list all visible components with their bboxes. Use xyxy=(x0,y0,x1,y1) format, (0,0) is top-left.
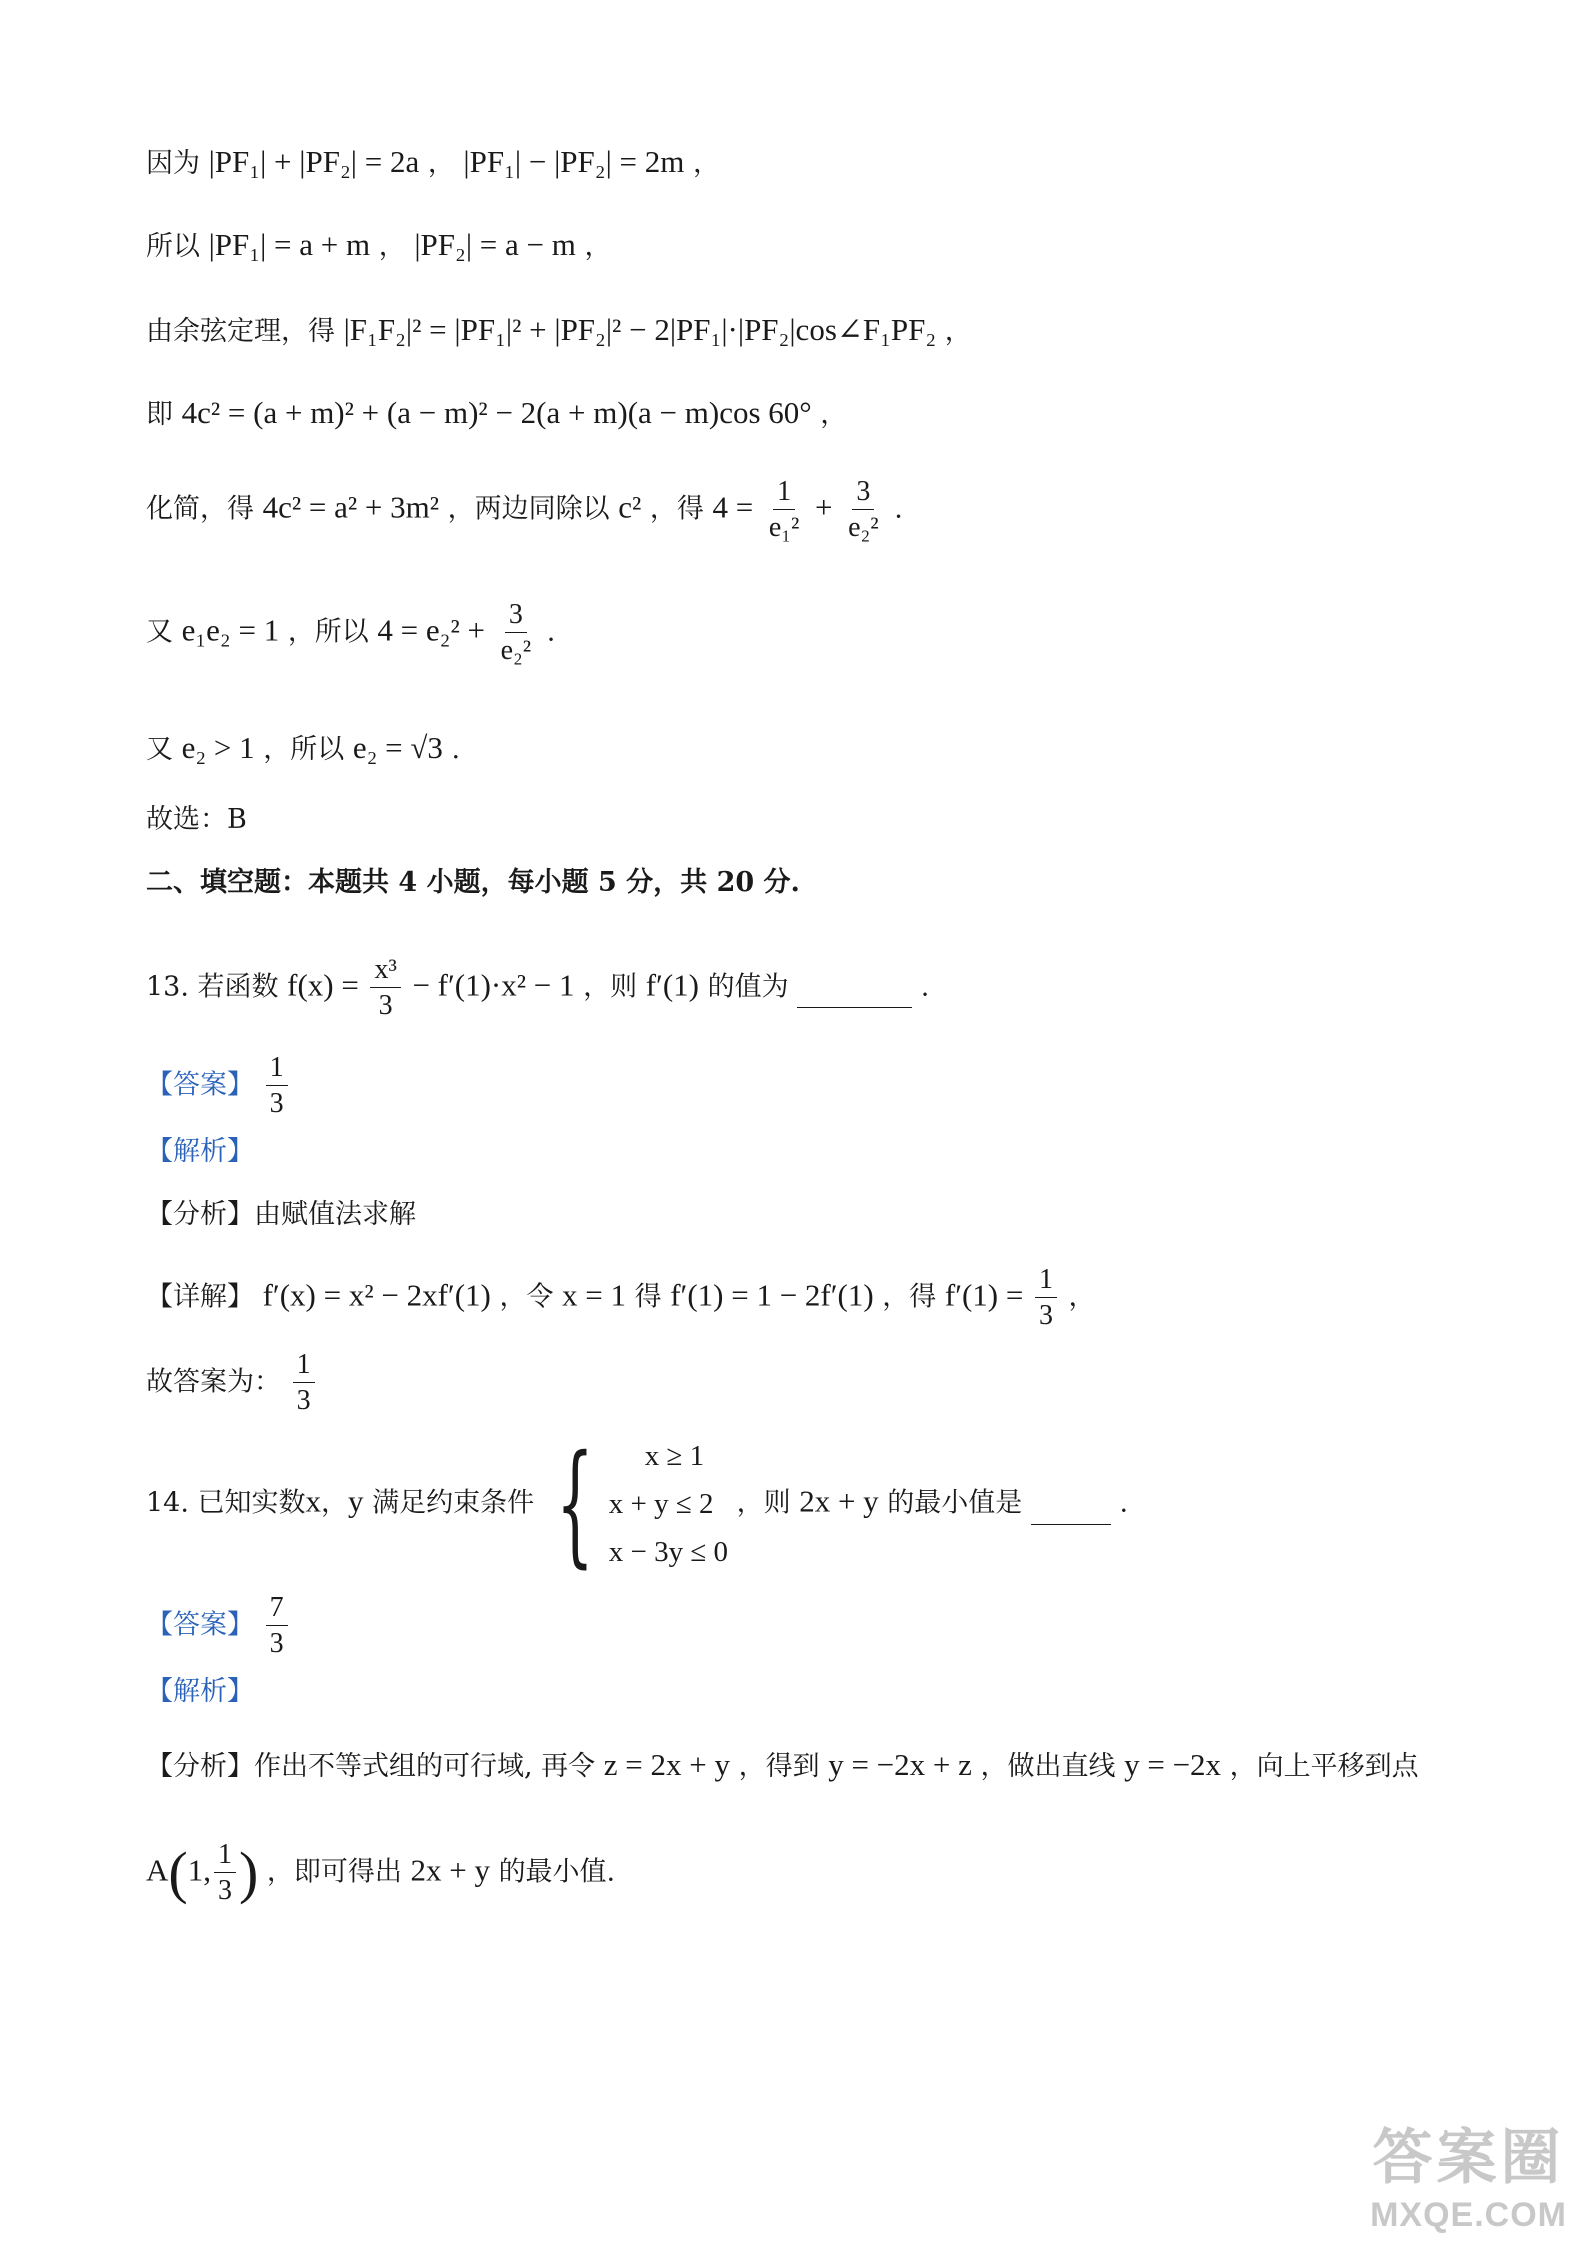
denominator: 3 xyxy=(1038,1300,1053,1332)
text: ，两边同除以 xyxy=(447,493,610,525)
text: ，则 xyxy=(583,971,638,1003)
text: 又 xyxy=(146,734,173,765)
line-6 xyxy=(146,600,555,666)
text: ，令 xyxy=(499,1281,554,1313)
math: f′(1) = 1 − 2f′(1) xyxy=(670,1277,874,1313)
text: 故答案为： xyxy=(146,1366,281,1398)
math: x xyxy=(305,1483,322,1519)
text: 作出不等式组的可行域, 再令 xyxy=(254,1751,596,1782)
text: 得 xyxy=(634,1281,662,1313)
brace: { xyxy=(555,1427,594,1581)
text: . xyxy=(546,616,556,648)
text: ， xyxy=(321,1487,349,1519)
fraction xyxy=(266,1593,288,1659)
constraint: x + y ≤ 2 xyxy=(608,1488,714,1520)
fraction xyxy=(497,600,536,666)
q14-analysis-tag: 【解析】 xyxy=(146,1676,254,1707)
question-number: 14. xyxy=(146,1487,189,1519)
text: ， xyxy=(584,231,612,262)
numerator: 1 xyxy=(773,477,795,510)
fraction xyxy=(293,1350,315,1416)
text: . xyxy=(451,734,461,765)
math: x = 1 xyxy=(562,1277,627,1313)
text: ， xyxy=(944,316,972,347)
numerator: 7 xyxy=(266,1593,288,1626)
math: |PF₁| = a + m xyxy=(208,227,371,262)
numerator: 1 xyxy=(293,1350,315,1383)
text: 若函数 xyxy=(197,971,279,1003)
math: 2x + y xyxy=(410,1852,490,1888)
watermark-logo xyxy=(1370,2110,1567,2235)
numerator: 3 xyxy=(852,477,874,510)
fraction xyxy=(266,1053,288,1119)
text: . xyxy=(894,493,903,525)
math: y = −2x + z xyxy=(828,1747,972,1782)
line-4 xyxy=(146,393,847,435)
q13-fenxi xyxy=(146,1195,416,1235)
text: . xyxy=(1119,1487,1129,1519)
line-2 xyxy=(146,225,611,267)
question-number: 13. xyxy=(146,971,189,1003)
detail-tag: 【详解】 xyxy=(146,1281,254,1313)
math: y = −2x xyxy=(1124,1747,1222,1782)
math: 4 = e₂² + xyxy=(377,612,485,648)
line-3 xyxy=(146,310,972,352)
numerator: x³ xyxy=(370,955,400,988)
q14-answer xyxy=(146,1593,291,1659)
text: 因为 xyxy=(146,148,200,179)
math: 1, xyxy=(187,1852,211,1888)
text: 又 xyxy=(146,616,173,648)
text: ，向上平移到点 xyxy=(1229,1751,1419,1782)
text: . xyxy=(920,971,930,1003)
fraction xyxy=(765,477,804,543)
answer-tag: 【答案】 xyxy=(146,1069,254,1101)
numerator: 1 xyxy=(214,1840,236,1873)
math: A xyxy=(146,1852,169,1888)
denominator: e₂² xyxy=(500,635,532,667)
denominator: 3 xyxy=(378,990,393,1022)
text: 所以 xyxy=(146,231,200,262)
answer-tag: 【答案】 xyxy=(146,1609,254,1641)
math: |PF₁| + |PF₂| = 2a xyxy=(208,144,420,179)
math: |PF₂| = a − m xyxy=(414,227,576,262)
text: 已知实数 xyxy=(197,1487,306,1519)
paren: ( xyxy=(168,1839,188,1905)
math: z = 2x + y xyxy=(603,1747,730,1782)
fraction xyxy=(370,955,400,1021)
text: 化简，得 xyxy=(146,493,254,525)
constraint-system xyxy=(543,1427,728,1581)
q14-fenxi-cont xyxy=(146,1840,615,1906)
math: e₁e₂ = 1 xyxy=(181,612,280,648)
denominator: 3 xyxy=(269,1088,284,1120)
text: ， xyxy=(427,148,455,179)
watermark-text: 答案圈 xyxy=(1372,2124,1565,2191)
math: f′(1) = xyxy=(944,1277,1024,1313)
math: c² xyxy=(618,489,642,525)
answer-blank xyxy=(1031,1484,1111,1525)
text: ， xyxy=(378,231,406,262)
text: ，得到 xyxy=(738,1751,820,1782)
q13-answer xyxy=(146,1053,291,1119)
q13-detail xyxy=(146,1265,1096,1331)
watermark-url: MXQE.COM xyxy=(1370,2196,1567,2234)
numerator: 1 xyxy=(266,1053,288,1086)
line-1 xyxy=(146,142,720,184)
denominator: e₂² xyxy=(848,512,879,544)
q13-final-answer xyxy=(146,1350,318,1416)
math: e₂ = √3 xyxy=(352,730,443,765)
text: 满足约束条件 xyxy=(372,1487,535,1519)
math: |F₁F₂|² = |PF₁|² + |PF₂|² − 2|PF₁|·|PF₂|cos∠F₁PF₂ xyxy=(343,312,937,347)
math: f′(x) = x² − 2xf′(1) xyxy=(262,1277,491,1313)
line-7 xyxy=(146,728,460,770)
line-5 xyxy=(146,477,903,543)
answer-blank xyxy=(797,967,912,1008)
math: f′(1) xyxy=(645,967,699,1003)
section-heading: 二、填空题：本题共 4 小题，每小题 5 分，共 20 分. xyxy=(146,867,800,898)
math: + xyxy=(815,489,833,525)
text: 的最小值. xyxy=(498,1856,616,1888)
fraction xyxy=(214,1840,236,1906)
math: |PF₁| − |PF₂| = 2m xyxy=(463,144,685,179)
question-13 xyxy=(146,955,929,1021)
text: ， xyxy=(820,399,848,430)
denominator: 3 xyxy=(217,1875,232,1907)
text: ，得 xyxy=(882,1281,937,1313)
q14-fenxi xyxy=(146,1745,1419,1787)
question-14 xyxy=(146,1427,1129,1581)
text: 由赋值法求解 xyxy=(254,1199,416,1230)
text: ， xyxy=(1068,1281,1096,1313)
math: 4c² = a² + 3m² xyxy=(262,489,440,525)
numerator: 1 xyxy=(1035,1265,1057,1298)
text: ，做出直线 xyxy=(980,1751,1116,1782)
constraint: x − 3y ≤ 0 xyxy=(608,1536,728,1568)
math: f(x) = xyxy=(287,967,359,1003)
text: 即 xyxy=(146,399,173,430)
paren: ) xyxy=(238,1839,259,1905)
constraint: x ≥ 1 xyxy=(644,1440,705,1472)
constraints xyxy=(609,1432,728,1576)
fenxi-tag: 【分析】 xyxy=(146,1199,254,1230)
math: − f′(1)·x² − 1 xyxy=(412,967,575,1003)
fraction xyxy=(844,477,883,543)
math: 2x + y xyxy=(799,1483,879,1519)
line-8: 故选：B xyxy=(146,804,247,835)
q13-analysis-tag: 【解析】 xyxy=(146,1136,254,1167)
fenxi-tag: 【分析】 xyxy=(146,1751,254,1782)
text: 的值为 xyxy=(707,971,789,1003)
denominator: 3 xyxy=(269,1628,284,1660)
text: ，即可得出 xyxy=(266,1856,402,1888)
text: ， xyxy=(693,148,720,179)
fraction xyxy=(1035,1265,1057,1331)
denominator: e₁² xyxy=(768,512,800,544)
text: ，得 xyxy=(649,493,704,525)
text: ，所以 xyxy=(263,734,345,765)
math: 4 = xyxy=(712,489,754,525)
text: ，所以 xyxy=(287,616,369,648)
math: y xyxy=(348,1483,364,1519)
text: ，则 xyxy=(736,1487,791,1519)
denominator: 3 xyxy=(296,1385,311,1417)
math: e₂ > 1 xyxy=(181,730,255,765)
text: 的最小值是 xyxy=(887,1487,1023,1519)
text: 由余弦定理，得 xyxy=(146,316,335,347)
math: 4c² = (a + m)² + (a − m)² − 2(a + m)(a − m)cos 60° xyxy=(181,395,812,430)
numerator: 3 xyxy=(505,600,527,633)
